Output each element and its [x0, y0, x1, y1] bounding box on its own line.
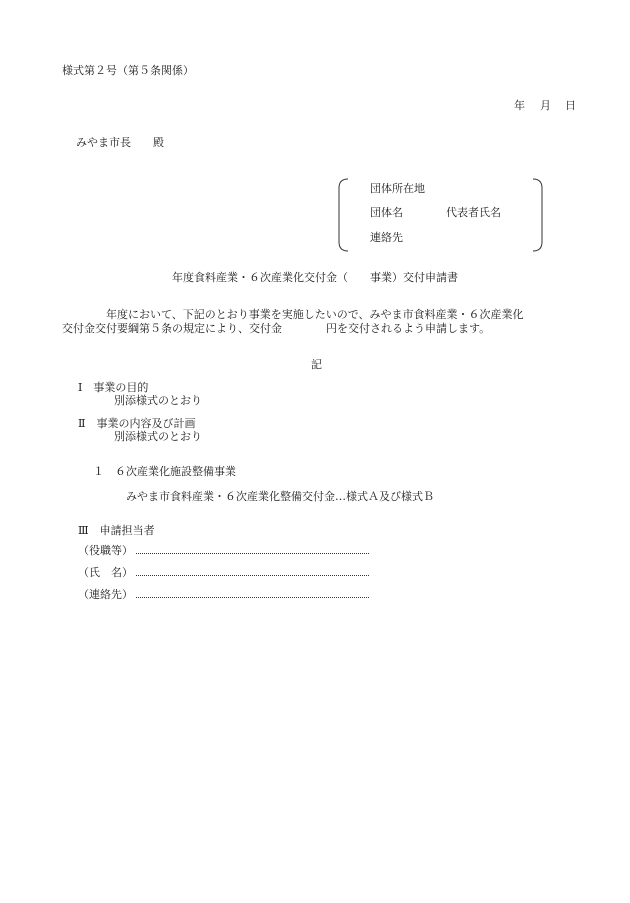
- contact-entry-line[interactable]: [136, 597, 369, 598]
- ki-marker: 記: [311, 358, 322, 371]
- date-month-label: 月: [540, 99, 551, 112]
- section-2-heading: Ⅱ 事業の内容及び計画: [78, 417, 196, 430]
- section-1-heading: Ⅰ 事業の目的: [78, 381, 149, 394]
- body-line-1: 年度において、下記のとおり事業を実施したいので、みやま市食料産業・６次産業化: [106, 308, 524, 321]
- addressee: みやま市長 殿: [76, 136, 164, 149]
- section-2-detail: 別添様式のとおり: [114, 430, 202, 443]
- applicant-name-label: 団体名: [370, 206, 403, 219]
- field-label-name: （氏 名）: [78, 566, 133, 579]
- position-entry-line[interactable]: [136, 553, 369, 554]
- name-entry-line[interactable]: [136, 575, 369, 576]
- form-number: 様式第２号（第５条関係）: [62, 64, 194, 77]
- applicant-contact-label: 連絡先: [370, 231, 403, 244]
- date-day-label: 日: [565, 99, 576, 112]
- section-3-heading: Ⅲ 申請担当者: [78, 524, 155, 537]
- body-line-2: 交付金交付要綱第５条の規定により、交付金 円を交付されるよう申請します。: [62, 322, 491, 335]
- section-1-detail: 別添様式のとおり: [114, 394, 202, 407]
- field-label-position: （役職等）: [78, 544, 133, 557]
- applicant-representative-label: 代表者氏名: [446, 206, 501, 219]
- field-label-contact: （連絡先）: [78, 588, 133, 601]
- item-1-heading: １ ６次産業化施設整備事業: [93, 465, 236, 478]
- date-year-label: 年: [514, 99, 525, 112]
- applicant-address-label: 団体所在地: [370, 182, 425, 195]
- document-title: 年度食料産業・６次産業化交付金（ 事業）交付申請書: [172, 271, 458, 284]
- item-1-detail: みやま市食料産業・６次産業化整備交付金…様式Ａ及び様式Ｂ: [126, 490, 434, 503]
- right-bracket-icon: [531, 178, 545, 252]
- left-bracket-icon: [336, 178, 350, 252]
